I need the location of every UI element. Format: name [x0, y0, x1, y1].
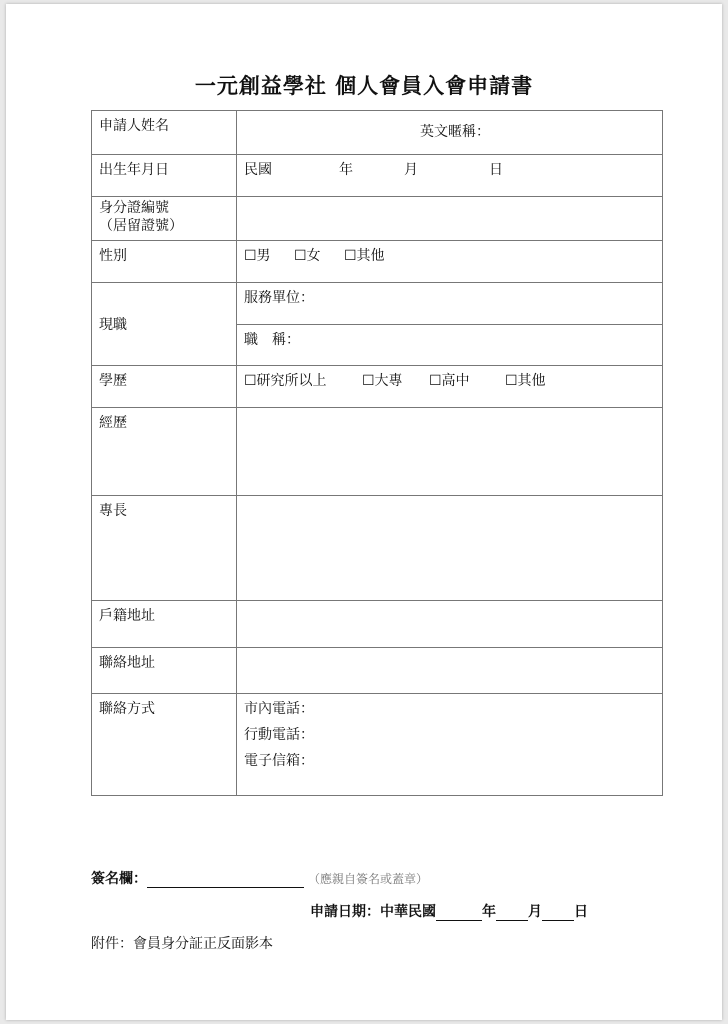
- label-job: 現職: [92, 283, 237, 366]
- email-field[interactable]: 電子信箱：: [244, 753, 314, 769]
- mobile-field[interactable]: 行動電話：: [244, 727, 314, 743]
- row-mailing-address: [92, 648, 663, 694]
- apply-day-label: 日: [574, 904, 588, 920]
- field-mailing-address[interactable]: [237, 648, 663, 694]
- field-gender: [237, 241, 663, 283]
- field-specialty[interactable]: [237, 496, 663, 601]
- checkbox-edu-other[interactable]: ☐其他: [505, 373, 546, 389]
- row-contact: [92, 694, 663, 796]
- application-form-table: [91, 110, 663, 796]
- row-experience: [92, 408, 663, 496]
- label-registered-address: 戶籍地址: [92, 601, 237, 648]
- label-specialty: 專長: [92, 496, 237, 601]
- phone-field[interactable]: 市內電話：: [244, 701, 314, 717]
- month-label: 月: [404, 162, 418, 178]
- row-job-employer: [92, 283, 663, 325]
- signature-hint: （應親自簽名或蓋章）: [308, 872, 429, 886]
- page-title: 一元創益學社 個人會員入會申請書: [194, 74, 534, 98]
- field-experience[interactable]: [237, 408, 663, 496]
- apply-date: [310, 901, 588, 921]
- checkbox-male[interactable]: ☐男: [244, 248, 271, 264]
- row-education: [92, 366, 663, 408]
- label-name: 申請人姓名: [92, 111, 237, 155]
- apply-date-label: 申請日期：中華民國: [310, 904, 436, 920]
- label-birth: 出生年月日: [92, 155, 237, 197]
- label-contact: 聯絡方式: [92, 694, 237, 796]
- field-id[interactable]: [237, 197, 663, 241]
- row-id: [92, 197, 663, 241]
- month-blank[interactable]: [496, 904, 528, 921]
- field-contact: [237, 694, 663, 796]
- checkbox-highschool[interactable]: ☐高中: [429, 373, 470, 389]
- field-education: [237, 366, 663, 408]
- year-blank[interactable]: [436, 904, 482, 921]
- row-gender: [92, 241, 663, 283]
- label-id-line1: 身分證編號: [99, 200, 169, 216]
- apply-month-label: 月: [528, 904, 542, 920]
- signature-line[interactable]: [147, 871, 304, 888]
- checkbox-graduate[interactable]: ☐研究所以上: [244, 373, 327, 389]
- field-position[interactable]: 職 稱：: [237, 325, 663, 366]
- row-registered-address: [92, 601, 663, 648]
- row-name: [92, 111, 663, 155]
- field-name[interactable]: [237, 111, 663, 155]
- row-specialty: [92, 496, 663, 601]
- signature-section: [91, 868, 428, 888]
- checkbox-other[interactable]: ☐其他: [344, 248, 385, 264]
- field-registered-address[interactable]: [237, 601, 663, 648]
- label-id: [92, 197, 237, 241]
- signature-label: 簽名欄：: [91, 871, 147, 887]
- label-gender: 性別: [92, 241, 237, 283]
- attachment-note: 附件：會員身分証正反面影本: [91, 936, 273, 952]
- row-birth: [92, 155, 663, 197]
- day-blank[interactable]: [542, 904, 574, 921]
- label-experience: 經歷: [92, 408, 237, 496]
- field-birth[interactable]: [237, 155, 663, 197]
- apply-year-label: 年: [482, 904, 496, 920]
- checkbox-college[interactable]: ☐大專: [362, 373, 403, 389]
- field-employer[interactable]: 服務單位：: [237, 283, 663, 325]
- day-label: 日: [489, 162, 503, 178]
- era-label: 民國: [244, 162, 272, 178]
- label-id-line2: （居留證號）: [99, 218, 183, 234]
- label-education: 學歷: [92, 366, 237, 408]
- english-nickname-label: 英文暱稱：: [420, 124, 490, 140]
- label-mailing-address: 聯絡地址: [92, 648, 237, 694]
- checkbox-female[interactable]: ☐女: [294, 248, 321, 264]
- year-label: 年: [339, 162, 353, 178]
